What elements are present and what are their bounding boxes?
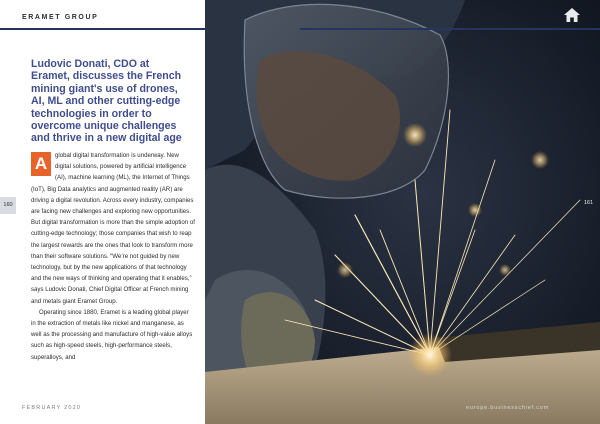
article-headline: Ludovic Donati, CDO at Eramet, discusses the French mining giant's use of drones, AI, ML and other cutting-edge technologies in order to overcome unique challenges and thrive in a new digital age <box>31 58 182 145</box>
article-body <box>31 150 195 363</box>
home-icon[interactable] <box>564 8 580 22</box>
header-divider-right <box>300 28 600 30</box>
paragraph-2: Operating since 1880, Eramet is a leading global player in the extraction of metals like nickel and manganese, as well as the processing and manufacture of high-value alloys such as high-speed steels, high-performance steels, superalloys, and <box>31 308 193 361</box>
publication-label: ERAMET GROUP <box>22 14 99 21</box>
right-page <box>205 0 600 424</box>
page-number-right: 161 <box>584 200 594 206</box>
website-url[interactable]: europe.businesschief.com <box>466 405 550 411</box>
left-page <box>0 0 205 424</box>
welder-photo <box>205 0 600 424</box>
drop-cap: A <box>31 152 51 176</box>
page-number-left: 160 <box>0 197 16 214</box>
header-divider <box>0 28 205 30</box>
paragraph-1: global digital transformation is underway. New digital solutions, powered by artificial intelligence (AI), machine learning (ML), the Internet of Things (IoT), Big Data analytics and augmented reality (AR) are driving a digital revolution. Across every industry, companies are facing new challenges and exploring new opportunities. But digital transformation is more than the simple adoption of cutting-edge technology; those companies that wish to reap the largest rewards are the ones that look to transform more than their software solutions. “We’re not guided by new technology, but by the new applications of that technology and the new ways of thinking and operating that it enables,” says Ludovic Donati, Chief Digital Officer at French mining and metals giant Eramet Group. <box>31 152 195 305</box>
issue-date: FEBRUARY 2020 <box>22 405 82 411</box>
